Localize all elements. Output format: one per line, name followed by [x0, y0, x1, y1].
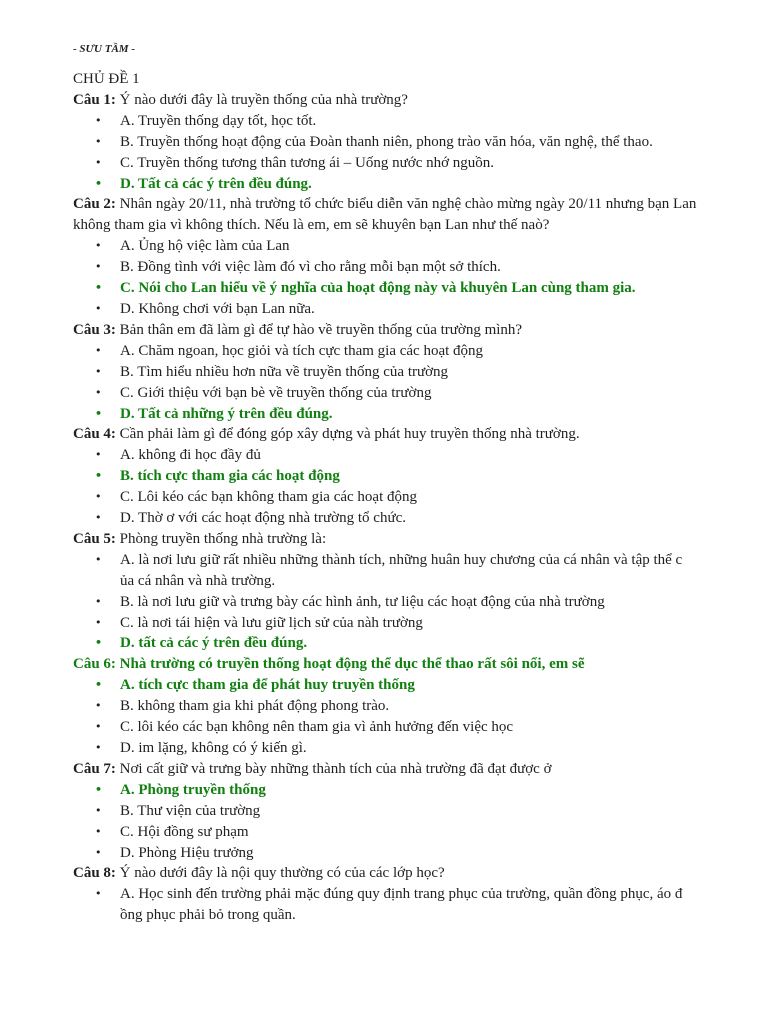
question-label: Câu 2:: [73, 196, 116, 213]
option: • C. Hội đồng sư phạm: [73, 822, 698, 843]
option: • B. Đồng tình với việc làm đó vì cho rằng mỗi bạn một sở thích.: [73, 257, 698, 278]
question-text: Ý nào dưới đây là truyền thống của nhà trường?: [119, 91, 408, 108]
option: • C. lôi kéo các bạn không nên tham gia vì ảnh hưởng đến việc học: [73, 717, 698, 738]
question-label: Câu 8:: [73, 865, 116, 882]
question-text: Cần phải làm gì để đóng góp xây dựng và phát huy truyền thống nhà trường.: [119, 426, 580, 443]
options-list-6: [73, 675, 698, 759]
question-label: Câu 4:: [73, 426, 116, 443]
correct-option: • D. tất cả các ý trên đều đúng.: [73, 633, 698, 654]
option: • D. Không chơi với bạn Lan nữa.: [73, 299, 698, 320]
options-list-1: [73, 111, 698, 195]
option: • B. Truyền thống hoạt động của Đoàn thanh niên, phong trào văn hóa, văn nghệ, thể thao.: [73, 132, 698, 153]
question-label: Câu 7:: [73, 760, 116, 777]
option: • C. là nơi tái hiện và lưu giữ lịch sử của nàh trường: [73, 613, 698, 634]
options-list-8: [73, 884, 698, 926]
question-text: Phòng truyền thống nhà trường là:: [119, 530, 327, 547]
question-7: [73, 759, 698, 780]
option: • C. Truyền thống tương thân tương ái – Uống nước nhớ nguồn.: [73, 153, 698, 174]
question-label: Câu 1:: [73, 91, 116, 108]
question-text: Nhà trường có truyền thống hoạt động thể dục thể thao rất sôi nổi, em sẽ: [119, 656, 585, 673]
source-label: - SƯU TẦM -: [73, 43, 135, 55]
question-label: Câu 3:: [73, 321, 116, 338]
option: • A. Học sinh đến trường phải mặc đúng quy định trang phục của trường, quần đồng phục, áo đ ồng phục phải bỏ trong quần.: [73, 884, 698, 926]
options-list-5: [73, 550, 698, 655]
question-label: Câu 5:: [73, 530, 116, 547]
question-text: Bản thân em đã làm gì để tự hào về truyền thống của trường mình?: [119, 321, 523, 338]
options-list-7: [73, 780, 698, 864]
option: • D. Phòng Hiệu trưởng: [73, 843, 698, 864]
question-4: [73, 424, 698, 445]
correct-option: • C. Nói cho Lan hiểu về ý nghĩa của hoạt động này và khuyên Lan cùng tham gia.: [73, 278, 698, 299]
option: • C. Lôi kéo các bạn không tham gia các hoạt động: [73, 487, 698, 508]
topic-heading: CHỦ ĐỀ 1: [73, 71, 140, 87]
question-8: [73, 863, 698, 884]
option: • B. Thư viện của trường: [73, 801, 698, 822]
option: • B. không tham gia khi phát động phong trào.: [73, 696, 698, 717]
question-1: [73, 90, 698, 111]
document-page: [73, 40, 698, 926]
option: • D. Thờ ơ với các hoạt động nhà trường tổ chức.: [73, 508, 698, 529]
options-list-4: [73, 445, 698, 529]
question-label: Câu 6:: [73, 656, 116, 673]
question-3: [73, 320, 698, 341]
option: • C. Giới thiệu với bạn bè về truyền thống của trường: [73, 383, 698, 404]
option: • A. Chăm ngoan, học giỏi và tích cực tham gia các hoạt động: [73, 341, 698, 362]
option: • A. không đi học đầy đủ: [73, 445, 698, 466]
correct-option: • B. tích cực tham gia các hoạt động: [73, 466, 698, 487]
question-text: Nhân ngày 20/11, nhà trường tổ chức biểu diễn văn nghệ chào mừng ngày 20/11 nhưng bạn Lan không tham gia vì không thích. Nếu là em, em sẽ khuyên bạn Lan như thế naò?: [73, 196, 697, 234]
question-text: Nơi cất giữ và trưng bày những thành tích của nhà trường đã đạt được ở: [119, 760, 552, 777]
correct-option: • D. Tất cả các ý trên đều đúng.: [73, 174, 698, 195]
option: • A. Truyền thống dạy tốt, học tốt.: [73, 111, 698, 132]
question-text: Ý nào dưới đây là nội quy thường có của các lớp học?: [119, 865, 445, 882]
option: • B. Tìm hiểu nhiều hơn nữa về truyền thống của trường: [73, 362, 698, 383]
option: • B. là nơi lưu giữ và trưng bày các hình ảnh, tư liệu các hoạt động của nhà trường: [73, 592, 698, 613]
correct-option: • A. Phòng truyền thống: [73, 780, 698, 801]
option: • D. im lặng, không có ý kiến gì.: [73, 738, 698, 759]
options-list-2: [73, 236, 698, 320]
question-2: [73, 194, 698, 236]
question-5: [73, 529, 698, 550]
options-list-3: [73, 341, 698, 425]
option: • A. Ủng hộ việc làm của Lan: [73, 236, 698, 257]
correct-option: • A. tích cực tham gia để phát huy truyền thống: [73, 675, 698, 696]
option: • A. là nơi lưu giữ rất nhiều những thành tích, những huân huy chương của cá nhân và tập thể c ủa cá nhân và nhà trường.: [73, 550, 698, 592]
correct-option: • D. Tất cả những ý trên đều đúng.: [73, 404, 698, 425]
question-6: [73, 654, 698, 675]
